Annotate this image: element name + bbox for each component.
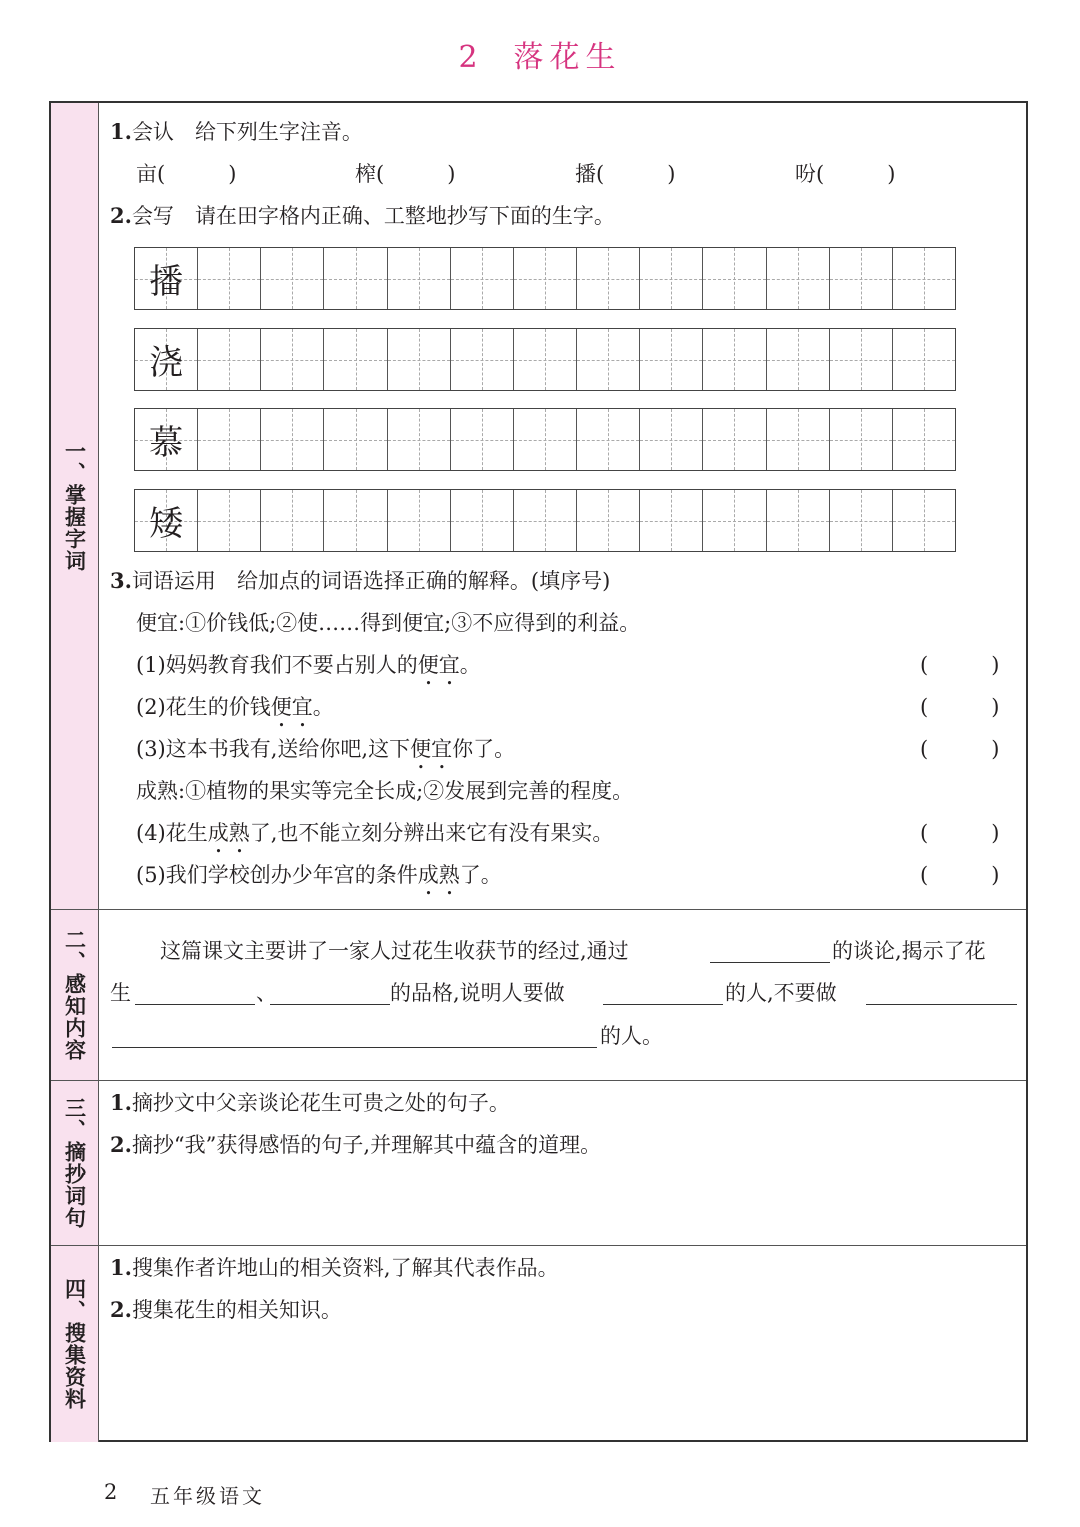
grid-cell[interactable] (893, 248, 955, 309)
grid-cell[interactable] (767, 248, 830, 309)
pinyin-item[interactable]: 吩( ) (795, 162, 896, 186)
grid-cell[interactable] (198, 490, 261, 551)
grid-cell[interactable] (577, 490, 640, 551)
grid-cell[interactable] (388, 248, 451, 309)
section-label-excerpt: 三、摘抄词句 (51, 1080, 99, 1245)
summary-text: 的品格,说明人要做 (390, 981, 565, 1005)
q2-heading: 2.会写 请在田字格内正确、工整地抄写下面的生字。 (110, 203, 615, 228)
definition-bianyi: 便宜:①价钱低;②使……得到便宜;③不应得到的利益。 (136, 611, 641, 635)
grid-cell[interactable] (324, 248, 387, 309)
grid-cell[interactable] (451, 248, 514, 309)
lesson-title: 2 落花生 (458, 40, 622, 75)
grid-cell[interactable] (324, 409, 387, 470)
grid-cell[interactable] (830, 490, 893, 551)
summary-text: 这篇课文主要讲了一家人过花生收获节的经过,通过 (160, 939, 629, 963)
section-label-content: 二、感知内容 (51, 909, 99, 1080)
summary-text: 的人,不要做 (725, 981, 837, 1005)
sentence-text: (2)花生的价钱 (136, 695, 271, 719)
grid-cell[interactable] (767, 490, 830, 551)
word-usage-item (136, 735, 515, 774)
research-task: 2.搜集花生的相关知识。 (110, 1297, 342, 1322)
q3-heading: 3.词语运用 给加点的词语选择正确的解释。(填序号) (110, 568, 611, 593)
word-usage-item (136, 651, 481, 690)
answer-bracket[interactable]: ( ) (920, 695, 1000, 719)
fill-blank[interactable] (603, 1004, 723, 1005)
section-label-vocab: 一、掌握字词 (51, 103, 99, 909)
sentence-text: (4)花生 (136, 821, 208, 845)
divider (51, 1080, 1026, 1081)
word-usage-item (136, 819, 613, 858)
summary-text: 的谈论,揭示了花 (832, 939, 986, 963)
sentence-text: 了。 (459, 863, 502, 887)
page-number: 2 (104, 1480, 118, 1504)
fill-blank[interactable] (710, 962, 830, 963)
grid-cell[interactable] (893, 409, 955, 470)
summary-text: 的人。 (600, 1024, 663, 1048)
sentence-text: 。 (459, 653, 481, 677)
grid-cell[interactable] (830, 329, 893, 390)
fill-blank[interactable] (866, 1004, 1017, 1005)
dotted-word: 便宜 (410, 737, 453, 761)
definition-chengshu: 成熟:①植物的果实等完全长成;②发展到完善的程度。 (136, 779, 634, 803)
dotted-word: 成熟 (207, 821, 250, 845)
excerpt-task: 1.摘抄文中父亲谈论花生可贵之处的句子。 (110, 1090, 510, 1115)
grid-cell[interactable] (198, 409, 261, 470)
sentence-text: 了,也不能立刻分辨出来它有没有果实。 (249, 821, 614, 845)
grid-cell[interactable] (135, 490, 198, 551)
divider (51, 909, 1026, 910)
grid-cell[interactable] (640, 248, 703, 309)
model-character: 播 (149, 262, 184, 302)
pinyin-item[interactable]: 亩( ) (136, 162, 237, 186)
sentence-text: (5)我们学校创办少年宫的条件 (136, 863, 418, 887)
sentence-text: 你了。 (452, 737, 516, 761)
grid-cell[interactable] (577, 248, 640, 309)
excerpt-task: 2.摘抄“我”获得感悟的句子,并理解其中蕴含的道理。 (110, 1132, 602, 1157)
grid-cell[interactable] (830, 248, 893, 309)
divider (51, 1245, 1026, 1246)
grid-cell[interactable] (577, 329, 640, 390)
sentence-text: 。 (312, 695, 334, 719)
answer-bracket[interactable]: ( ) (920, 821, 1000, 845)
grid-cell[interactable] (261, 329, 324, 390)
section-label-research: 四、搜集资料 (51, 1245, 99, 1442)
summary-text: 生 (110, 981, 131, 1005)
grid-cell[interactable] (767, 329, 830, 390)
model-character: 浇 (149, 343, 184, 383)
grid-cell[interactable] (893, 329, 955, 390)
grid-cell[interactable] (135, 409, 198, 470)
dotted-word: 便宜 (270, 695, 313, 719)
writing-grid-row[interactable] (134, 247, 956, 310)
grid-cell[interactable] (451, 329, 514, 390)
answer-bracket[interactable]: ( ) (920, 653, 1000, 677)
grid-cell[interactable] (893, 490, 955, 551)
pinyin-item[interactable]: 播( ) (575, 162, 676, 186)
sentence-text: (3)这本书我有,送给你吧,这下 (136, 737, 411, 761)
grid-cell[interactable] (451, 409, 514, 470)
writing-grid-row[interactable] (134, 328, 956, 391)
answer-bracket[interactable]: ( ) (920, 737, 1000, 761)
grid-cell[interactable] (261, 490, 324, 551)
q1-heading: 1.会认 给下列生字注音。 (110, 119, 363, 144)
grid-cell[interactable] (767, 409, 830, 470)
grid-cell[interactable] (388, 329, 451, 390)
dotted-word: 成熟 (417, 863, 460, 887)
fill-blank[interactable] (112, 1047, 597, 1048)
grid-cell[interactable] (640, 409, 703, 470)
model-character: 矮 (149, 504, 184, 544)
model-character: 慕 (149, 423, 184, 463)
summary-text: 、 (256, 981, 277, 1005)
grid-cell[interactable] (703, 248, 766, 309)
dotted-word: 便宜 (417, 653, 460, 677)
writing-grid-row[interactable] (134, 408, 956, 471)
grid-cell[interactable] (324, 490, 387, 551)
writing-grid-row[interactable] (134, 489, 956, 552)
grid-cell[interactable] (830, 409, 893, 470)
grid-cell[interactable] (198, 248, 261, 309)
grid-cell[interactable] (577, 409, 640, 470)
fill-blank[interactable] (270, 1004, 390, 1005)
fill-blank[interactable] (135, 1004, 255, 1005)
sentence-text: (1)妈妈教育我们不要占别人的 (136, 653, 418, 677)
grid-cell[interactable] (514, 490, 577, 551)
pinyin-item[interactable]: 榨( ) (355, 162, 456, 186)
grid-cell[interactable] (388, 490, 451, 551)
grid-cell[interactable] (703, 329, 766, 390)
word-usage-item (136, 693, 334, 732)
grid-cell[interactable] (261, 409, 324, 470)
word-usage-item (136, 861, 502, 900)
grid-cell[interactable] (135, 248, 198, 309)
grid-cell[interactable] (514, 248, 577, 309)
book-title: 五年级语文 (150, 1484, 265, 1508)
grid-cell[interactable] (640, 490, 703, 551)
grid-cell[interactable] (703, 490, 766, 551)
grid-cell[interactable] (135, 329, 198, 390)
grid-cell[interactable] (640, 329, 703, 390)
answer-bracket[interactable]: ( ) (920, 863, 1000, 887)
grid-cell[interactable] (388, 409, 451, 470)
research-task: 1.搜集作者许地山的相关资料,了解其代表作品。 (110, 1255, 559, 1280)
grid-cell[interactable] (324, 329, 387, 390)
grid-cell[interactable] (703, 409, 766, 470)
grid-cell[interactable] (514, 329, 577, 390)
grid-cell[interactable] (451, 490, 514, 551)
grid-cell[interactable] (261, 248, 324, 309)
grid-cell[interactable] (514, 409, 577, 470)
grid-cell[interactable] (198, 329, 261, 390)
